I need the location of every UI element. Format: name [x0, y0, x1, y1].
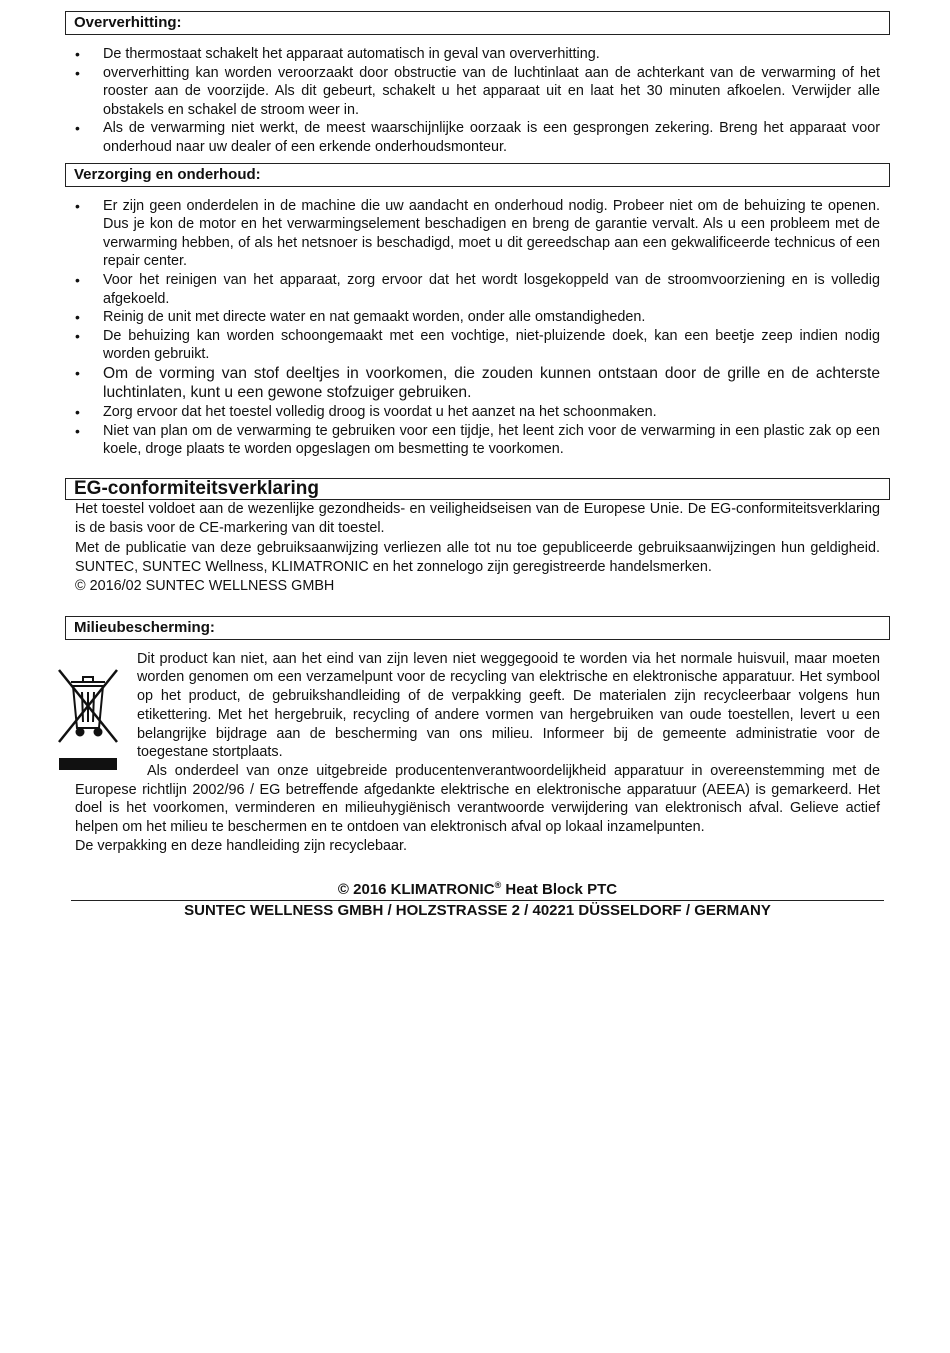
bullet-icon: • — [75, 403, 80, 420]
milieu-block — [65, 650, 890, 762]
milieu-text-full-width: Als onderdeel van onze uitgebreide producentenverantwoordelijkheid apparatuur in overeenstemming met de Europese richtlijn 2002/96 / EG betreffende afgedankte elektrische en elektronische apparatuur (AEEA) is gemarkeerd. Het doel is het voorkomen, verminderen en milieuhygiënisch verantwoorde verwijdering van elektronisch afval. Gelieve actief helpen om het milieu te beschermen en te ontdoen van elektronisch afval op lokaal inzamelpunten. — [75, 762, 880, 836]
bullet-icon: • — [75, 309, 80, 326]
list-item-text: Om de vorming van stof deeltjes in voorkomen, die zouden kunnen ontstaan door de grille en de achterste luchtinlaten, kunt u een gewone stofzuiger gebruiken. — [103, 364, 880, 402]
section-title-milieu: Milieubescherming: — [65, 616, 890, 640]
weee-crossed-bin-icon — [53, 660, 123, 770]
registered-mark: ® — [494, 880, 502, 891]
section-title-verzorging: Verzorging en onderhoud: — [65, 163, 890, 187]
bullet-icon: • — [75, 271, 80, 288]
bullet-icon: • — [75, 422, 80, 439]
manual-page — [65, 11, 890, 921]
footer-product-line — [65, 875, 890, 900]
list-item — [65, 119, 890, 156]
paragraph-conformiteit-2: Met de publicatie van deze gebruiksaanwijzing verliezen alle tot nu toe gepubliceerde gebruiksaanwijzingen hun geldigheid. SUNTEC, SUNTEC Wellness, KLIMATRONIC en het zonnelogo zijn geregistreerde handelsmerken. — [75, 539, 880, 575]
list-item — [65, 422, 890, 459]
bullet-icon: • — [75, 327, 80, 344]
bullet-icon: • — [75, 120, 80, 137]
list-item-text: oververhitting kan worden veroorzaakt door obstructie van de luchtinlaat aan de achterkant van de verwarming of het rooster aan de voorzijde. Als dit gebeurt, schakelt u het apparaat uit en laat het 30 minuten afkoelen. Verwijder alle obstakels en schakel de stroom weer in. — [103, 64, 880, 118]
bullet-icon: • — [75, 197, 80, 214]
list-item — [65, 403, 890, 422]
bullet-icon: • — [75, 64, 80, 81]
footer-address: SUNTEC WELLNESS GMBH / HOLZSTRASSE 2 / 40221 DÜSSELDORF / GERMANY — [184, 902, 771, 920]
list-item — [65, 364, 890, 403]
list-item — [65, 271, 890, 308]
list-item-text: Er zijn geen onderdelen in de machine die uw aandacht en onderhoud nodig. Probeer niet om de behuizing te openen. Dus je kon de motor en het verwarmingselement beschadigen en breng de garantie vervalt. Als u een probleem met de verwarming hebben, of als het netsnoer is beschadigd, moet u dit gereedschap aan een gekwalificeerde technicus of een repair center. — [103, 197, 880, 270]
list-item-text: Als de verwarming niet werkt, de meest waarschijnlijke oorzaak is een gesprongen zekering. Breng het apparaat voor onderhoud naar uw dealer of een erkende onderhoudsmonteur. — [103, 120, 880, 155]
list-item-text: Zorg ervoor dat het toestel volledig droog is voordat u het aanzet na het schoonmaken. — [103, 403, 657, 420]
list-item — [65, 197, 890, 271]
list-verzorging — [65, 197, 890, 459]
list-item-text: Voor het reinigen van het apparaat, zorg ervoor dat het wordt losgekoppeld van de stroomvoorziening en is volledig afgekoeld. — [103, 271, 880, 307]
list-item — [65, 308, 890, 327]
list-item-text: De behuizing kan worden schoongemaakt met een vochtige, niet-pluizende doek, kan een beetje zeep indien nodig worden gebruikt. — [103, 327, 880, 363]
footer-product-name: © 2016 KLIMATRONIC — [337, 881, 495, 899]
list-item-text: Niet van plan om de verwarming te gebruiken voor een tijdje, het leent zich voor de verwarming in een plastic zak op een koele, droge plaats te worden opgeslagen om besmetting te voorkomen. — [103, 422, 880, 458]
bullet-icon: • — [75, 46, 80, 62]
milieu-closing: De verpakking en deze handleiding zijn recyclebaar. — [75, 837, 407, 854]
paragraph-conformiteit-1: Het toestel voldoet aan de wezenlijke gezondheids- en veiligheidseisen van de Europese Unie. De EG-conformiteitsverklaring is de basis voor de CE-markering van dit toestel. — [75, 500, 880, 537]
list-item — [65, 64, 890, 120]
list-item-text: Reinig de unit met directe water en nat gemaakt worden, onder alle omstandigheden. — [103, 309, 646, 326]
bullet-icon: • — [75, 364, 80, 381]
section-title-oververhitting: Oververhitting: — [65, 11, 890, 35]
list-item — [65, 327, 890, 364]
section-title-conformiteit: EG-conformiteitsverklaring — [65, 478, 890, 500]
footer-product-model: Heat Block PTC — [501, 881, 618, 899]
paragraph-conformiteit-3: © 2016/02 SUNTEC WELLNESS GMBH — [75, 578, 335, 595]
milieu-text-beside-icon: Dit product kan niet, aan het eind van zijn leven niet weggegooid te worden via het normale huisvuil, maar moeten worden genomen om een verzamelpunt voor de recycling van elektrische en elektronische apparatuur. Het symbool op het product, de gebruikshandleiding of de verpakking geeft. De materialen zijn recycleerbaar volgens hun etikettering. Met het hergebruik, recycling of andere vormen van hergebruiken van oude toestellen, levert u een belangrijke bijdrage aan de bescherming van ons milieu. Informeer bij de gemeente administratie voor de toegestane stortplaats. — [137, 650, 880, 761]
list-oververhitting — [65, 45, 890, 157]
list-item — [65, 45, 890, 64]
list-item-text: De thermostaat schakelt het apparaat automatisch in geval van oververhitting. — [103, 46, 600, 62]
